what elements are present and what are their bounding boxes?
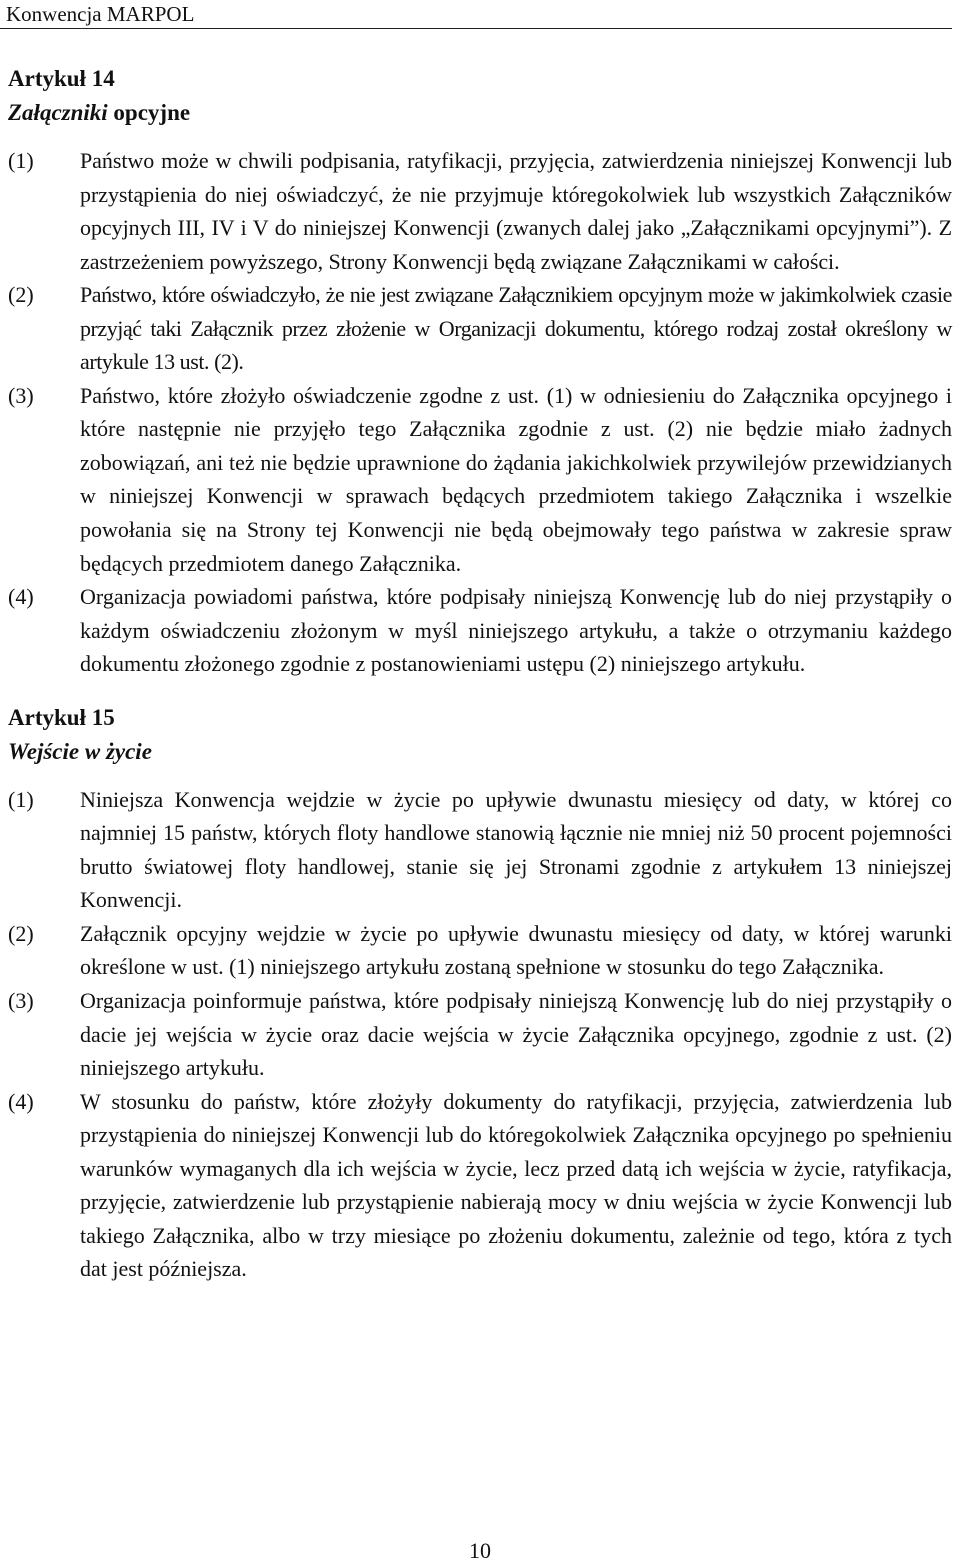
paragraph-number: (2) (8, 282, 34, 308)
paragraph-number: (4) (8, 584, 34, 610)
article-paragraph (8, 1085, 952, 1286)
article-paragraph (8, 984, 952, 1085)
page-number: 10 (469, 1538, 491, 1563)
article-15 (8, 701, 952, 1286)
article-title-italic: Załączniki (8, 100, 108, 125)
paragraph-text: Państwo, które złożyło oświadczenie zgodne z ust. (1) w odniesieniu do Załącznika opcyjnego i które następnie nie przyjęło tego Załącznika zgodnie z ust. (2) nie będzie miało żadnych zobowiązań, ani też nie będzie uprawnione do żądania jakichkolwiek przywilejów przewidzianych w niniejszej Konwencji w sprawach będących przedmiotem takiego Załącznika i wszelkie powołania się na Strony tej Konwencji nie będą obejmowały tego państwa w zakresie spraw będących przedmiotem danego Załącznika. (80, 382, 952, 576)
article-paragraph (8, 144, 952, 278)
article-paragraph (8, 379, 952, 580)
article-title (8, 735, 952, 769)
paragraph-number: (2) (8, 920, 34, 946)
article-paragraph (8, 917, 952, 984)
paragraph-text: Państwo, które oświadczyło, że nie jest związane Załącznikiem opcyjnym może w jakimkolwiek czasie przyjąć taki Załącznik przez złożenie w Organizacji dokumentu, którego rodzaj został określony w artykule 13 ust. (2). (80, 282, 952, 375)
article-paragraph-list (8, 144, 952, 681)
paragraph-text: Załącznik opcyjny wejdzie w życie po upływie dwunastu miesięcy od daty, w której warunki określone w ust. (1) niniejszego artykułu zostaną spełnione w stosunku do tego Załącznika. (80, 920, 952, 980)
article-heading (8, 62, 952, 130)
article-paragraph (8, 278, 952, 379)
article-title (8, 96, 952, 130)
paragraph-number: (1) (8, 786, 34, 812)
paragraph-number: (1) (8, 148, 34, 173)
paragraph-text: W stosunku do państw, które złożyły dokumenty do ratyfikacji, przyjęcia, zatwierdzenia lub przystąpienia do niniejszej Konwencji lub do któregokolwiek Załącznika opcyjnego po spełnieniu warunków wymaganych dla ich wejścia w życie, lecz przed datą ich wejścia w życie, ratyfikacja, przyjęcie, zatwierdzenie lub przystąpienie nabierają mocy w dniu wejścia w życie Konwencji lub takiego Załącznika, albo w trzy miesiące po złożeniu dokumentu, zależnie od tego, która z tych dat jest późniejsza. (80, 1088, 952, 1282)
article-title-italic: Wejście w życie (8, 738, 152, 764)
article-paragraph-list (8, 783, 952, 1286)
paragraph-text: Niniejsza Konwencja wejdzie w życie po upływie dwunastu miesięcy od daty, w której co najmniej 15 państw, których floty handlowe stanowią łącznie nie mniej niż 50 procent pojemności brutto światowej floty handlowej, stanie się jej Stronami zgodnie z artykułem 13 niniejszej Konwencji. (80, 786, 952, 913)
document-content (8, 62, 952, 1286)
article-paragraph (8, 580, 952, 681)
paragraph-text: Organizacja powiadomi państwa, które podpisały niniejszą Konwencję lub do niej przystąpiły o każdym oświadczeniu złożonym w myśl niniejszego artykułu, a także o otrzymaniu każdego dokumentu złożonego zgodnie z postanowieniami ustępu (2) niniejszego artykułu. (80, 584, 952, 677)
paragraph-number: (3) (8, 988, 34, 1014)
article-heading (8, 701, 952, 769)
article-title-rest: opcyjne (107, 100, 191, 125)
article-paragraph (8, 783, 952, 917)
paragraph-text: Organizacja poinformuje państwa, które podpisały niniejszą Konwencję lub do niej przystąpiły o dacie jej wejścia w życie oraz dacie wejścia w życie Załącznika opcyjnego, zgodnie z ust. (2) niniejszego artykułu. (80, 988, 952, 1081)
running-header (0, 0, 952, 29)
paragraph-number: (4) (8, 1088, 34, 1114)
paragraph-text: Państwo może w chwili podpisania, ratyfikacji, przyjęcia, zatwierdzenia niniejszej Konwencji lub przystąpienia do niej oświadczyć, że nie przyjmuje któregokolwiek lub wszystkich Załączników opcyjnych III, IV i V do niniejszej Konwencji (zwanych dalej jako „Załącznikami opcyjnymi”). Z zastrzeżeniem powyższego, Strony Konwencji będą związane Załącznikami w całości. (80, 148, 952, 274)
document-title: Konwencja MARPOL (6, 2, 195, 26)
article-number: Artykuł 14 (8, 66, 115, 91)
article-14 (8, 62, 952, 681)
article-number: Artykuł 15 (8, 704, 115, 730)
paragraph-number: (3) (8, 382, 34, 408)
